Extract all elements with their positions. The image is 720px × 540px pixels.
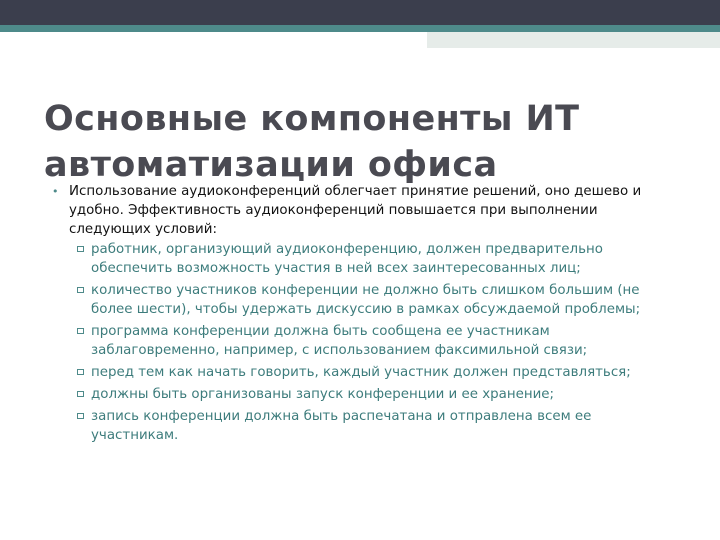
- sub-bullet-list: [52, 240, 677, 445]
- slide-title: [44, 96, 684, 188]
- top-decor-bar: [0, 0, 720, 25]
- square-bullet-icon: [76, 322, 91, 341]
- square-bullet-icon: [76, 407, 91, 426]
- bullet-item: [52, 182, 677, 239]
- sub-bullet-text: программа конференции должна быть сообщена ее участникам заблаговременно, например, с использованием факсимильной связи;: [91, 324, 588, 358]
- top-accent-stripe: [0, 25, 720, 32]
- slide-title-line-1: Основные компоненты ИТ: [44, 99, 580, 139]
- square-bullet-icon: [76, 385, 91, 404]
- sub-bullet-text: количество участников конференции не должно быть слишком большим (не более шести), чтобы удержать дискуссию в рамках обсуждаемой проблемы;: [91, 283, 641, 317]
- sub-bullet-item: [76, 281, 677, 319]
- sub-bullet-text: перед тем как начать говорить, каждый участник должен представляться;: [91, 365, 631, 380]
- bullet-text: Использование аудиоконференций облегчает принятие решений, оно дешево и удобно. Эффективность аудиоконференций повышается при выполнении следующих условий:: [69, 184, 642, 237]
- sub-bullet-text: работник, организующий аудиоконференцию, должен предварительно обеспечить возможность участия в ней всех заинтересованных лиц;: [91, 242, 603, 276]
- square-bullet-icon: [76, 363, 91, 382]
- sub-bullet-text: запись конференции должна быть распечатана и отправлена всем ее участникам.: [91, 409, 592, 443]
- sub-bullet-item: [76, 385, 677, 404]
- round-bullet-icon: •: [52, 185, 59, 198]
- sub-bullet-item: [76, 363, 677, 382]
- top-light-block: [427, 32, 720, 48]
- slide-content: [52, 182, 677, 448]
- square-bullet-icon: [76, 281, 91, 300]
- sub-bullet-text: должны быть организованы запуск конференции и ее хранение;: [91, 387, 555, 402]
- sub-bullet-item: [76, 322, 677, 360]
- sub-bullet-item: [76, 407, 677, 445]
- square-bullet-icon: [76, 240, 91, 259]
- sub-bullet-item: [76, 240, 677, 278]
- slide-title-line-2: автоматизации офиса: [44, 145, 498, 185]
